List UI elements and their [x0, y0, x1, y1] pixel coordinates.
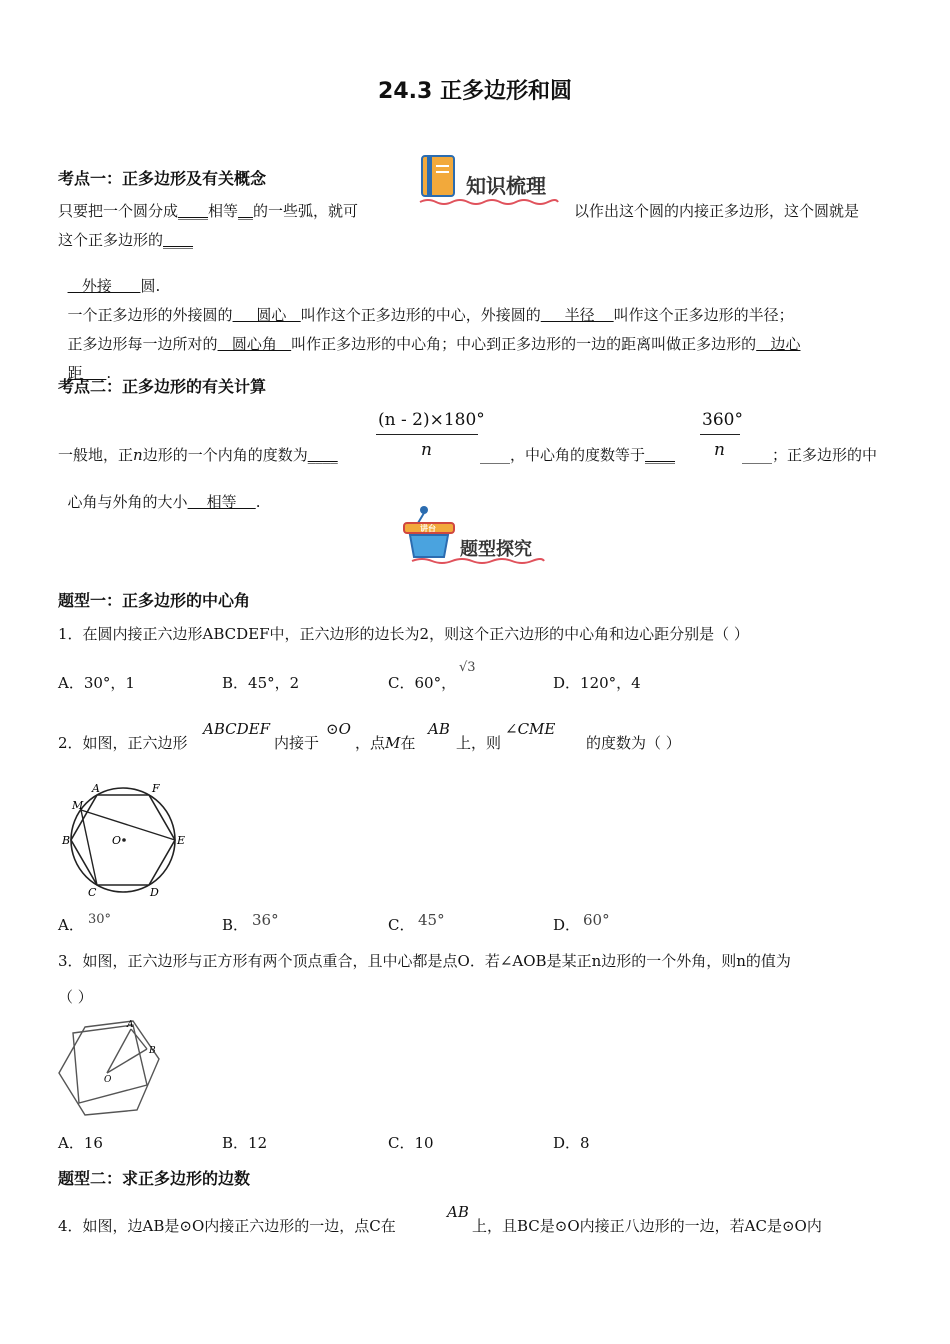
question-types-banner — [398, 505, 548, 567]
fraction-denominator: n — [714, 440, 725, 460]
text-line: ____，中心角的度数等于____ — [480, 446, 676, 464]
hexagon-circle-figure — [60, 780, 190, 900]
option-a[interactable]: A．16 — [58, 1134, 103, 1152]
option-d[interactable]: D．8 — [553, 1134, 590, 1152]
option-c[interactable]: C．10 — [388, 1134, 434, 1152]
option-a[interactable]: A． — [58, 916, 84, 934]
question-2: 2．如图，正六边形 — [58, 734, 188, 752]
option-c-value: 45° — [418, 911, 445, 929]
option-b[interactable]: B．45°，2 — [222, 674, 300, 692]
label-d: D — [150, 886, 159, 899]
fraction-bar — [700, 434, 740, 435]
label-o: O — [104, 1075, 112, 1085]
knowledge-review-banner — [418, 152, 563, 210]
math-term: ABCDEF — [203, 720, 270, 738]
question-4: 4．如图，边AB是⊙O内接正六边形的一边，点C在 — [58, 1217, 396, 1235]
hexagon-square-figure — [55, 1015, 165, 1120]
page-title: 24.3 正多边形和圆 — [378, 79, 572, 104]
text-line: 只要把一个圆分成____相等__的一些弧，就可 — [58, 202, 359, 220]
option-b-value: 36° — [252, 911, 279, 929]
option-d[interactable]: D．120°，4 — [553, 674, 641, 692]
option-c[interactable]: C． — [388, 916, 415, 934]
text-line: 正多边形每一边所对的 圆心角 叫作正多边形的中心角；中心到正多边形的一边的距离叫做正多边形的 边心 — [67, 335, 801, 353]
label-b: B — [149, 1046, 156, 1056]
label-f: F — [152, 782, 160, 795]
section-heading: 考点一：正多边形及有关概念 — [58, 169, 267, 188]
text-fragment: ，点M在 — [355, 734, 416, 752]
fraction-numerator: 360° — [702, 410, 743, 430]
text-line: 一个正多边形的外接圆的 圆心 叫作这个正多边形的中心，外接圆的 半径 叫作这个正多边形的半径； — [67, 306, 794, 324]
fraction-numerator: (n - 2)×180° — [378, 410, 485, 430]
text-line: 距 . — [67, 364, 112, 382]
section-heading: 题型二：求正多边形的边数 — [58, 1169, 251, 1188]
banner-label: 知识梳理 — [466, 174, 546, 198]
label-o: O — [112, 834, 122, 847]
fraction-denominator: n — [421, 440, 432, 460]
text-line: 心角与外角的大小 相等 . — [67, 493, 261, 511]
option-a-value: 30° — [88, 912, 112, 927]
section-heading: 题型一：正多边形的中心角 — [58, 591, 251, 610]
text-fragment: 的度数为（ ） — [586, 734, 681, 752]
label-a: A — [127, 1020, 134, 1030]
option-c[interactable]: C．60°， — [388, 674, 457, 692]
math-term: ⊙O — [326, 720, 351, 738]
text-line: 这个正多边形的____ — [58, 231, 194, 249]
question-4-cont: 上，且BC是⊙O内接正八边形的一边，若AC是⊙O内 — [472, 1217, 822, 1235]
text-line: ____；正多边形的中 — [742, 446, 878, 464]
banner-label: 题型探究 — [460, 539, 532, 560]
podium-label: 讲台 — [420, 523, 436, 533]
option-d[interactable]: D． — [553, 916, 581, 934]
arc-term: AB — [447, 1203, 469, 1221]
option-a[interactable]: A．30°，1 — [58, 674, 135, 692]
label-m: M — [72, 799, 84, 812]
label-b: B — [62, 834, 71, 847]
label-a: A — [92, 782, 100, 795]
sqrt-value: √3 — [459, 660, 476, 675]
section-heading: 考点二：正多边形的有关计算 — [58, 377, 267, 396]
option-b[interactable]: B． — [222, 916, 249, 934]
text-fragment: 内接于 — [274, 734, 320, 752]
question-3: 3．如图，正六边形与正方形有两个顶点重合，且中心都是点O．若∠AOB是某正n边形的一个外角，则n的值为 — [58, 952, 791, 970]
text-line: 外接 圆. — [67, 277, 161, 295]
question-1: 1．在圆内接正六边形ABCDEF中，正六边形的边长为2，则这个正六边形的中心角和边心距分别是（ ） — [58, 625, 749, 643]
option-b[interactable]: B．12 — [222, 1134, 268, 1152]
text-line: 一般地，正n边形的一个内角的度数为____ — [58, 446, 338, 464]
arc-term: AB — [428, 720, 450, 738]
option-d-value: 60° — [583, 911, 610, 929]
text-line: 以作出这个圆的内接正多边形，这个圆就是 — [574, 202, 860, 220]
text-fragment: 上，则 — [456, 734, 502, 752]
label-c: C — [88, 886, 97, 899]
question-3-bracket: （ ） — [58, 988, 93, 1006]
fraction-bar — [376, 434, 478, 435]
label-e: E — [177, 834, 186, 847]
math-term: ∠CME — [505, 720, 556, 738]
